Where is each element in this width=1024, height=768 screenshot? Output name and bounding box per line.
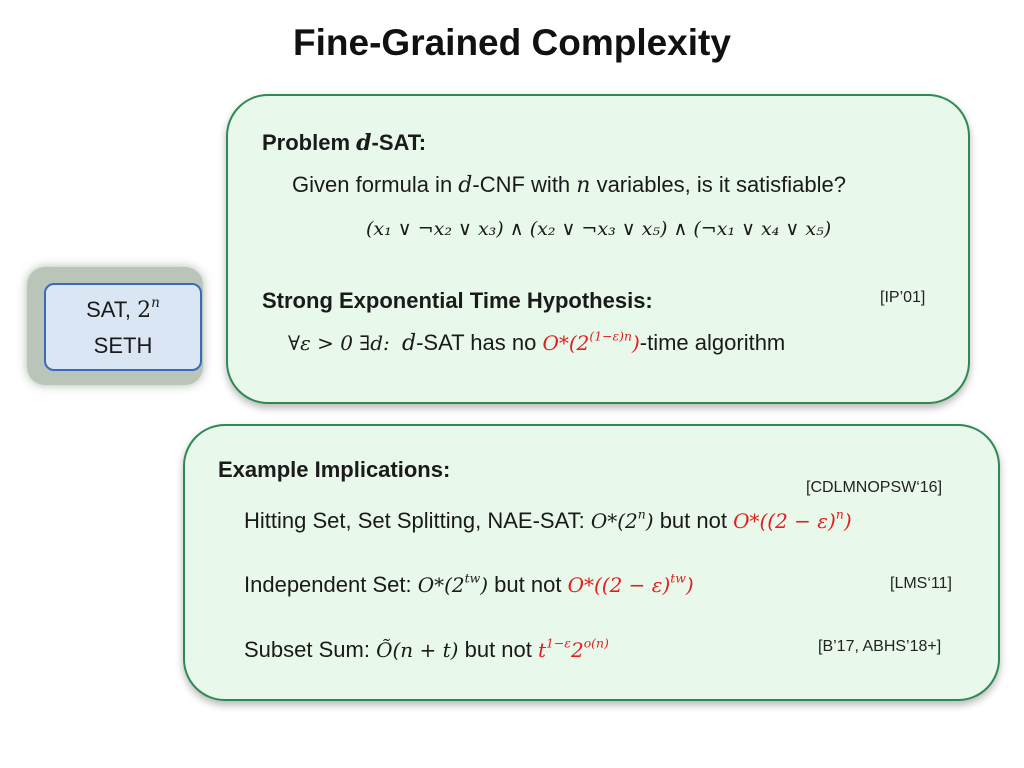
implication-1-reference: [CDLMNOPSW‘16] xyxy=(806,479,943,496)
implication-2: Independent Set: $O*(2^{tw})$ but not $O*((2 - \varepsilon)^{tw})$ xyxy=(244,570,694,597)
example-formula: (x₁ ∨ ¬x₂ ∨ x₃) ∧ (x₂ ∨ ¬x₃ ∨ x₅) ∧ (¬x₁ ∨ x₄ ∨ x₅) xyxy=(366,218,832,240)
implications-heading: Example Implications: xyxy=(218,457,451,482)
sat-seth-box xyxy=(44,283,202,371)
seth-bound: $O*(2^{(1-\varepsilon)n})$ xyxy=(542,328,640,355)
seth-heading: Strong Exponential Time Hypothesis: xyxy=(262,288,653,313)
sat-base: 2 xyxy=(137,298,152,323)
implication-3: Subset Sum: Õ(n + t) but not $t^{1-\varepsilon}2^{o(n)}$ xyxy=(244,635,609,662)
seth-label: SETH xyxy=(93,333,153,358)
sat-exponent: n xyxy=(151,294,160,311)
slide-title: Fine-Grained Complexity xyxy=(293,22,731,63)
implication-2-reference: [LMS‘11] xyxy=(890,575,952,592)
problem-heading: Problem d-SAT: xyxy=(262,130,427,156)
sat-label: SAT, xyxy=(86,297,138,322)
sat-line xyxy=(46,294,200,323)
problem-description: Given formula in d-CNF with n variables, is it satisfiable? xyxy=(292,172,847,198)
implication-1: Hitting Set, Set Splitting, NAE-SAT: O*(2$^n$) but not $O*((2 - \varepsilon)^n)$ xyxy=(244,506,852,533)
seth-statement: ∀ε > 0 ∃d: d-SAT has no $O*(2^{(1-\varepsilon)n})$-time algorithm xyxy=(288,328,786,356)
implication-3-reference: [B’17, ABHS’18+] xyxy=(818,638,942,655)
seth-reference: [IP’01] xyxy=(880,289,926,306)
